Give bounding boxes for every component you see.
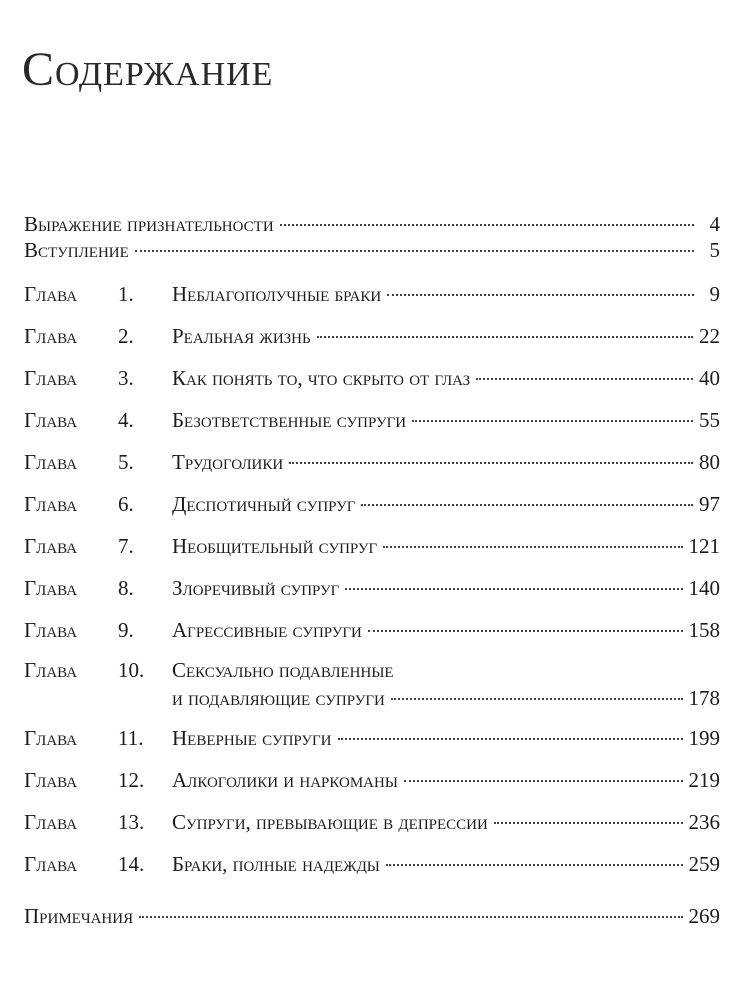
- dot-leader: [476, 378, 693, 380]
- toc-entry-chapter-7[interactable]: [24, 532, 720, 560]
- dot-leader: [383, 546, 682, 548]
- chapter-number: 9.: [118, 618, 134, 642]
- toc-entry-chapter-6[interactable]: [24, 490, 720, 518]
- chapter-number: 13.: [118, 810, 145, 834]
- toc-entry-introduction[interactable]: [24, 236, 720, 264]
- toc-entry-chapter-13[interactable]: [24, 808, 720, 836]
- toc-page-number: 5: [709, 238, 720, 262]
- chapter-number: 8.: [118, 576, 134, 600]
- chapter-number: 11.: [118, 726, 144, 750]
- toc-entry-title: Необщительный супруг: [172, 534, 378, 558]
- chapter-number: 2.: [118, 324, 134, 348]
- toc-page-number: 158: [688, 618, 720, 642]
- toc-entry-title: Агрессивные супруги: [172, 618, 362, 642]
- dot-leader: [289, 462, 693, 464]
- chapter-word: Глава: [24, 768, 78, 792]
- toc-page-number: 40: [699, 366, 720, 390]
- dot-leader: [338, 738, 683, 740]
- page-title: Содержание: [22, 43, 274, 96]
- toc-entry-chapter-3[interactable]: [24, 364, 720, 392]
- chapter-word: Глава: [24, 450, 78, 474]
- toc-page-number: 55: [699, 408, 720, 432]
- chapter-number: 10.: [118, 658, 145, 682]
- toc-entry-chapter-11[interactable]: [24, 724, 720, 752]
- toc-entry-title: Алкоголики и наркоманы: [172, 768, 398, 792]
- chapter-word: Глава: [24, 658, 78, 682]
- toc-entry-chapter-9[interactable]: [24, 616, 720, 644]
- dot-leader: [135, 250, 694, 252]
- toc-page-number: 259: [688, 852, 720, 876]
- chapter-word: Глава: [24, 282, 78, 306]
- toc-entry-title: Выражение признательности: [24, 212, 274, 236]
- dot-leader: [317, 336, 693, 338]
- toc-entry-title: Супруги, превывающие в депрессии: [172, 810, 488, 834]
- chapter-word: Глава: [24, 618, 78, 642]
- toc-entry-title: Реальная жизнь: [172, 324, 311, 348]
- toc-entry-title-line-1: Сексуально подавленные: [172, 658, 394, 682]
- toc-entry-chapter-1[interactable]: [24, 280, 720, 308]
- toc-page-number: 219: [688, 768, 720, 792]
- dot-leader: [404, 780, 683, 782]
- toc-entry-chapter-5[interactable]: [24, 448, 720, 476]
- chapter-number: 5.: [118, 450, 134, 474]
- toc-entry-chapter-8[interactable]: [24, 574, 720, 602]
- chapter-number: 12.: [118, 768, 145, 792]
- dot-leader: [139, 916, 682, 918]
- toc-page-number: 178: [688, 686, 720, 710]
- toc-page-number: 97: [699, 492, 720, 516]
- chapter-word: Глава: [24, 324, 78, 348]
- chapter-word: Глава: [24, 576, 78, 600]
- toc-entry-chapter-12[interactable]: [24, 766, 720, 794]
- toc-entry-chapter-2[interactable]: [24, 322, 720, 350]
- toc-entry-title-line-2: и подавляющие супруги: [172, 686, 385, 710]
- chapter-number: 14.: [118, 852, 145, 876]
- toc-entry-title: Примечания: [24, 904, 134, 928]
- toc-entry-notes[interactable]: [24, 902, 720, 930]
- toc-entry-chapter-10[interactable]: [24, 656, 720, 712]
- dot-leader: [412, 420, 693, 422]
- chapter-word: Глава: [24, 492, 78, 516]
- chapter-word: Глава: [24, 852, 78, 876]
- toc-page-number: 22: [699, 324, 720, 348]
- chapter-word: Глава: [24, 408, 78, 432]
- chapter-number: 3.: [118, 366, 134, 390]
- chapter-word: Глава: [24, 534, 78, 558]
- toc-entry-chapter-14[interactable]: [24, 850, 720, 878]
- toc-page-number: 199: [688, 726, 720, 750]
- dot-leader: [386, 864, 683, 866]
- chapter-number: 4.: [118, 408, 134, 432]
- dot-leader: [280, 224, 694, 226]
- dot-leader: [368, 630, 683, 632]
- chapter-number: 1.: [118, 282, 134, 306]
- toc-entry-title: Как понять то, что скрыто от глаз: [172, 366, 471, 390]
- dot-leader: [345, 588, 682, 590]
- toc-entry-title: Трудоголики: [172, 450, 284, 474]
- toc-entry-title: Неблагополучные браки: [172, 282, 382, 306]
- toc-page-number: 4: [709, 212, 720, 236]
- dot-leader: [391, 698, 683, 700]
- dot-leader: [494, 822, 683, 824]
- dot-leader: [387, 294, 694, 296]
- toc-entry-title: Вступление: [24, 238, 129, 262]
- toc-entry-title: Злоречивый супруг: [172, 576, 340, 600]
- toc-entry-title: Браки, полные надежды: [172, 852, 380, 876]
- toc-page-number: 269: [688, 904, 720, 928]
- toc-entry-title: Деспотичный супруг: [172, 492, 356, 516]
- toc-entry-title: Безответственные супруги: [172, 408, 407, 432]
- chapter-number: 6.: [118, 492, 134, 516]
- toc-page-number: 121: [688, 534, 720, 558]
- toc-page-number: 9: [709, 282, 720, 306]
- toc-entry-acknowledgements[interactable]: [24, 210, 720, 238]
- dot-leader: [361, 504, 693, 506]
- toc-page-number: 80: [699, 450, 720, 474]
- toc-entry-chapter-4[interactable]: [24, 406, 720, 434]
- chapter-number: 7.: [118, 534, 134, 558]
- toc-page-number: 140: [688, 576, 720, 600]
- toc-entry-title: Неверные супруги: [172, 726, 332, 750]
- chapter-word: Глава: [24, 810, 78, 834]
- chapter-word: Глава: [24, 366, 78, 390]
- chapter-word: Глава: [24, 726, 78, 750]
- toc-page-number: 236: [688, 810, 720, 834]
